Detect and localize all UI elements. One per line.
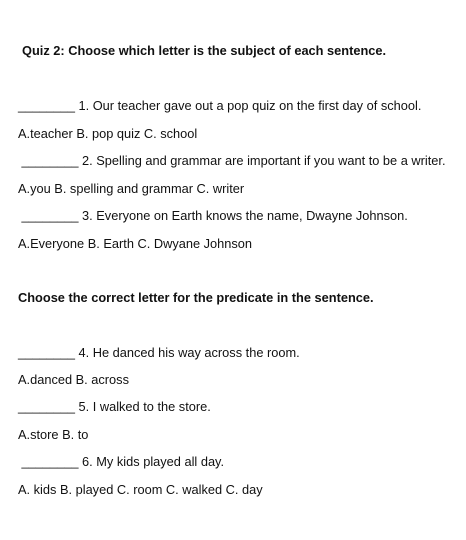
- question-1-prompt: ________ 1. Our teacher gave out a pop quiz on the first day of school.: [18, 98, 422, 113]
- question-4-prompt: ________ 4. He danced his way across the room.: [18, 345, 300, 360]
- question-5-prompt: ________ 5. I walked to the store.: [18, 399, 211, 414]
- question-2-prompt: ________ 2. Spelling and grammar are important if you want to be a writer.: [18, 153, 446, 168]
- question-2-options: A.you B. spelling and grammar C. writer: [18, 181, 245, 196]
- question-6-prompt: ________ 6. My kids played all day.: [18, 454, 225, 469]
- section1-heading: Quiz 2: Choose which letter is the subject of each sentence.: [22, 43, 387, 58]
- question-3-prompt: ________ 3. Everyone on Earth knows the name, Dwayne Johnson.: [18, 208, 408, 223]
- question-5-options: A.store B. to: [18, 427, 89, 442]
- question-1-options: A.teacher B. pop quiz C. school: [18, 126, 198, 141]
- question-3-options: A.Everyone B. Earth C. Dwyane Johnson: [18, 236, 253, 251]
- question-6-options: A. kids B. played C. room C. walked C. day: [18, 482, 263, 497]
- section2-heading: Choose the correct letter for the predicate in the sentence.: [18, 290, 374, 305]
- question-4-options: A.danced B. across: [18, 372, 129, 387]
